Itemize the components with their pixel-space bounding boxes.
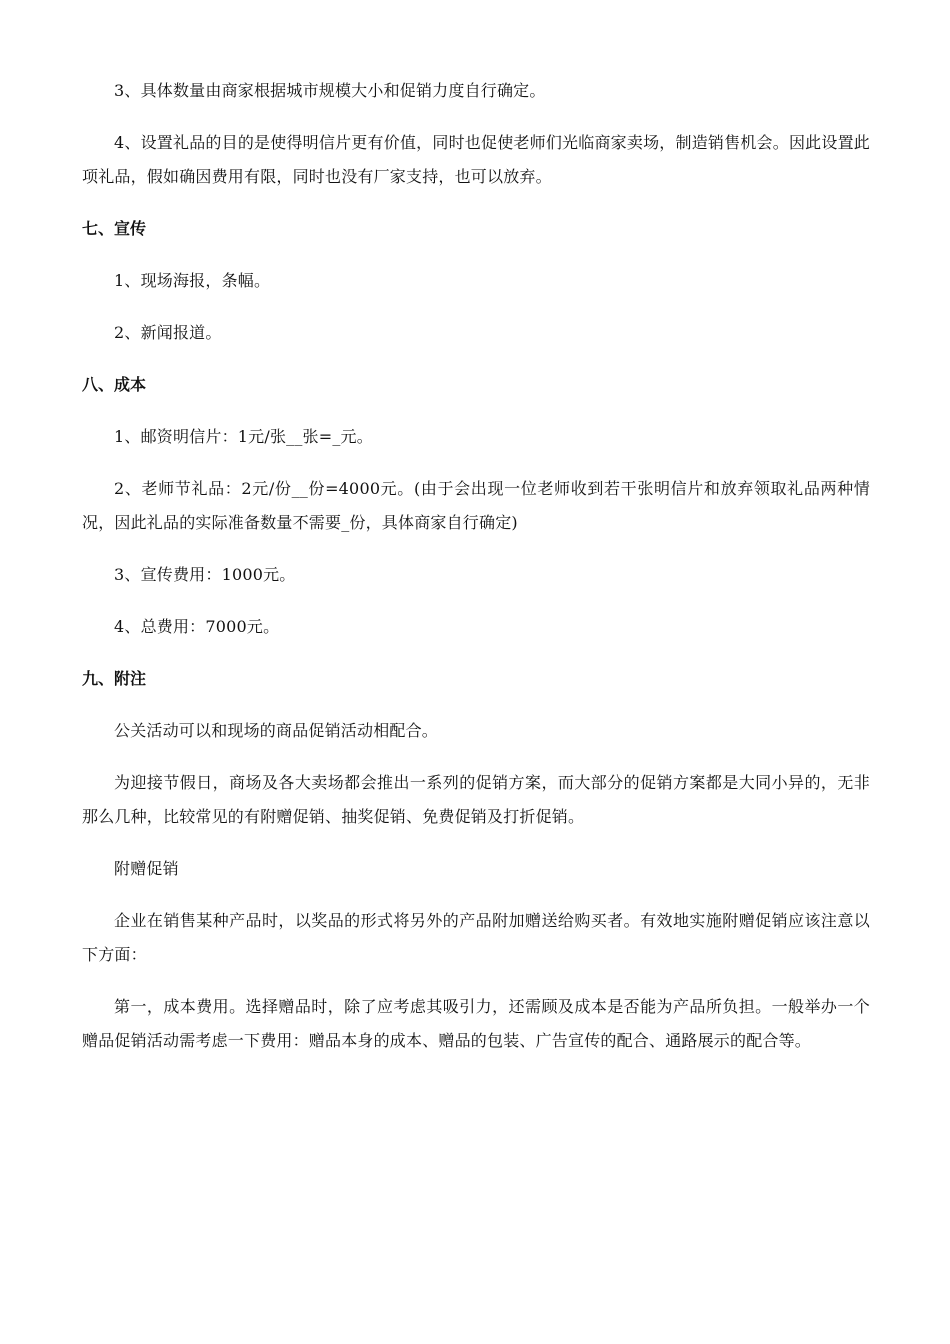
section-heading-cost: 八、成本 bbox=[82, 375, 147, 394]
paragraph-gift-purpose: 4、设置礼品的目的是使得明信片更有价值，同时也促使老师们光临商家卖场，制造销售机会。因此设置此项礼品，假如确因费用有限，同时也没有厂家支持，也可以放弃。 bbox=[82, 133, 870, 186]
paragraph-posters: 1、现场海报，条幅。 bbox=[114, 271, 271, 290]
paragraph-pr-activity: 公关活动可以和现场的商品促销活动相配合。 bbox=[114, 721, 439, 740]
paragraph-publicity-cost: 3、宣传费用：1000元。 bbox=[114, 565, 296, 584]
document-page bbox=[82, 74, 870, 1076]
paragraph-total-cost: 4、总费用：7000元。 bbox=[114, 617, 280, 636]
paragraph-postcard-cost: 1、邮资明信片：1元/张__张=_元。 bbox=[114, 427, 373, 446]
paragraph-cost-consideration: 第一，成本费用。选择赠品时，除了应考虑其吸引力，还需顾及成本是否能为产品所负担。一般举办一个赠品促销活动需考虑一下费用：赠品本身的成本、赠品的包装、广告宣传的配合、通路展示的配合等。 bbox=[82, 997, 870, 1050]
paragraph-news: 2、新闻报道。 bbox=[114, 323, 222, 342]
paragraph-promotions-overview: 为迎接节假日，商场及各大卖场都会推出一系列的促销方案，而大部分的促销方案都是大同小异的，无非那么几种，比较常见的有附赠促销、抽奖促销、免费促销及打折促销。 bbox=[82, 773, 870, 826]
paragraph-quantity-note: 3、具体数量由商家根据城市规模大小和促销力度自行确定。 bbox=[114, 81, 546, 100]
section-heading-notes: 九、附注 bbox=[82, 669, 147, 688]
paragraph-gift-cost: 2、老师节礼品：2元/份__份=4000元。(由于会出现一位老师收到若干张明信片和放弃领取礼品两种情况，因此礼品的实际准备数量不需要_份，具体商家自行确定) bbox=[82, 479, 870, 532]
paragraph-gift-promotion-desc: 企业在销售某种产品时，以奖品的形式将另外的产品附加赠送给购买者。有效地实施附赠促销应该注意以下方面： bbox=[82, 911, 870, 964]
section-heading-publicity: 七、宣传 bbox=[82, 219, 147, 238]
paragraph-gift-promotion-title: 附赠促销 bbox=[114, 859, 179, 878]
